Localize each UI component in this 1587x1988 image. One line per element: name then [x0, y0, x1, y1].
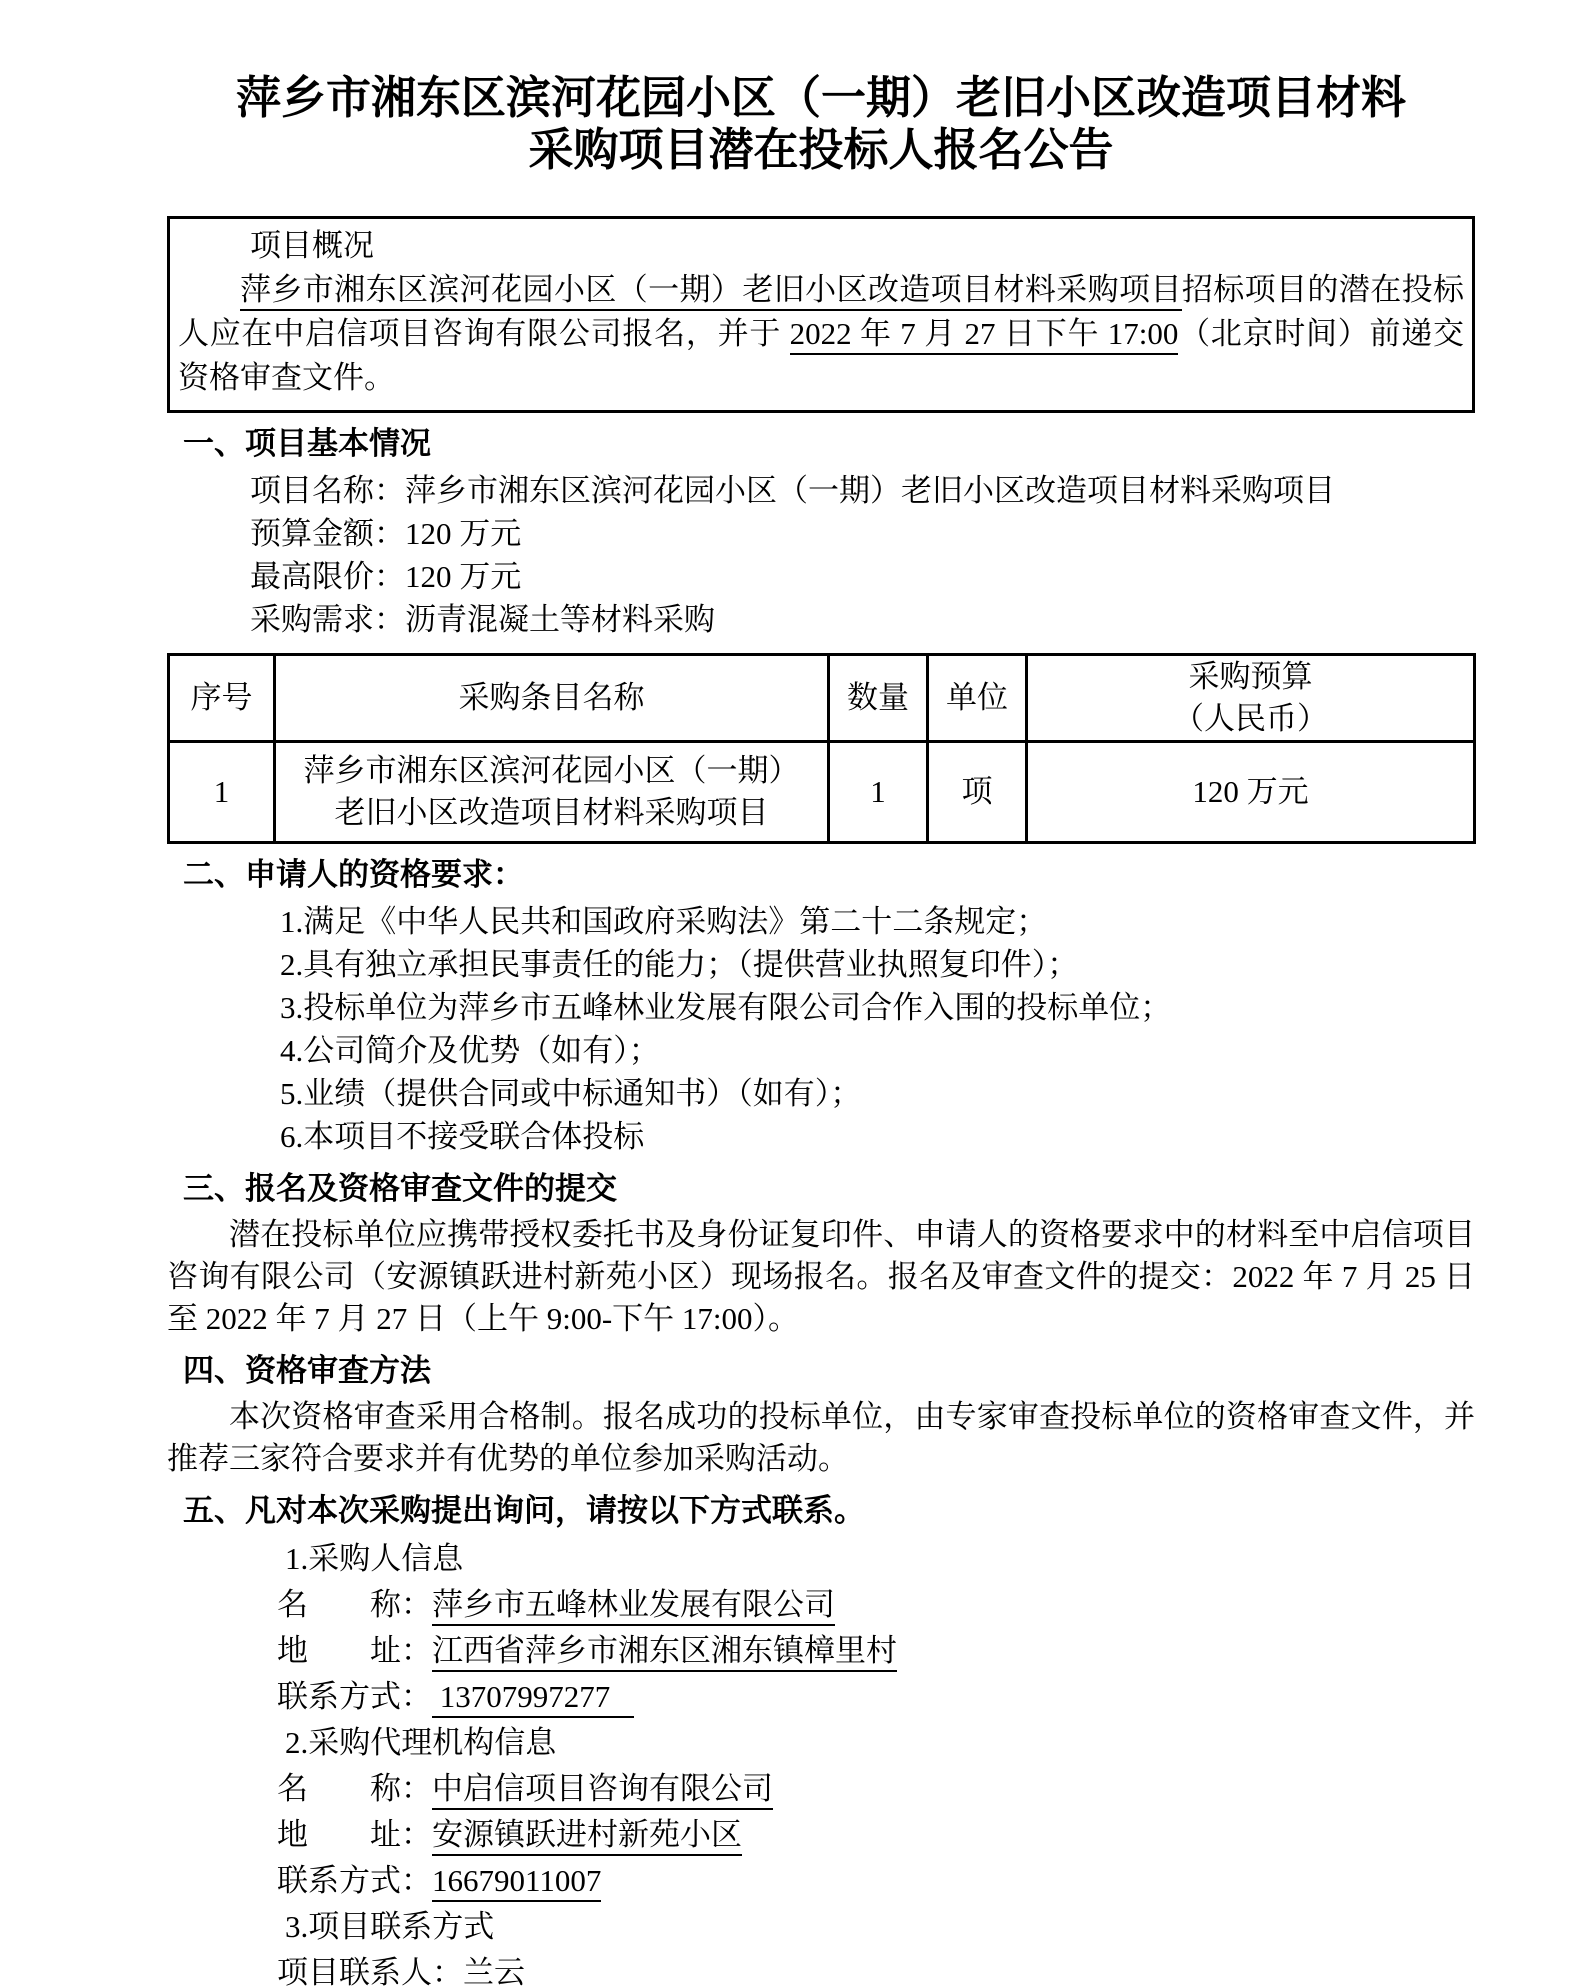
- cell-budget: 120 万元: [1027, 742, 1475, 843]
- max-price-line: 最高限价：120 万元: [250, 559, 522, 594]
- cell-item-name: [275, 742, 829, 843]
- col-header-budget-line2: （人民币）: [1173, 701, 1328, 736]
- cell-item-name-line2: 老旧小区改造项目材料采购项目: [334, 795, 769, 830]
- project-name-line: 项目名称：萍乡市湘东区滨河花园小区（一期）老旧小区改造项目材料采购项目: [250, 473, 1335, 508]
- buyer-phone-line: [167, 1674, 1475, 1720]
- qualification-item-3: 3.投标单位为萍乡市五峰林业发展有限公司合作入围的投标单位；: [280, 990, 1172, 1025]
- buyer-phone-label: 联系方式：: [277, 1679, 432, 1714]
- table-row: [169, 742, 1475, 843]
- agent-phone-value: 16679011007: [432, 1863, 601, 1902]
- overview-paragraph: [178, 268, 1464, 400]
- cell-unit: 项: [928, 742, 1027, 843]
- qualification-item-6: 6.本项目不接受联合体投标: [280, 1119, 645, 1154]
- section-1-heading: 一、项目基本情况: [183, 426, 431, 461]
- overview-project-name: 萍乡市湘东区滨河花园小区（一期）老旧小区改造项目材料采购项目: [240, 272, 1182, 311]
- overview-deadline: 2022 年 7 月 27 日下午 17:00: [790, 316, 1179, 355]
- review-method-paragraph: 本次资格审查采用合格制。报名成功的投标单位，由专家审查投标单位的资格审查文件，并推荐三家符合要求并有优势的单位参加采购活动。: [167, 1399, 1475, 1476]
- overview-heading: 项目概况: [250, 228, 374, 263]
- agent-name-line: [167, 1766, 1475, 1812]
- section-2-heading: 二、申请人的资格要求：: [183, 857, 524, 892]
- agent-name-label: 名 称：: [277, 1771, 432, 1806]
- budget-amount-line: 预算金额：120 万元: [250, 516, 522, 551]
- project-contact-value: 兰云: [463, 1955, 525, 1988]
- table-header-row: [169, 655, 1475, 742]
- cell-quantity: 1: [829, 742, 928, 843]
- buyer-address-value: 江西省萍乡市湘东区湘东镇樟里村: [432, 1633, 897, 1672]
- document-title-line2: 采购项目潜在投标人报名公告: [528, 125, 1114, 175]
- registration-paragraph: 潜在投标单位应携带授权委托书及身份证复印件、申请人的资格要求中的材料至中启信项目咨询有限公司（安源镇跃进村新苑小区）现场报名。报名及审查文件的提交：2022 年 7 月 25 日至 2022 年 7 月 27 日（上午 9:00-下午 17:00）。: [167, 1217, 1475, 1336]
- buyer-name-value: 萍乡市五峰林业发展有限公司: [432, 1587, 835, 1626]
- col-header-serial: 序号: [169, 655, 275, 742]
- col-header-item-name: 采购条目名称: [275, 655, 829, 742]
- qualification-item-4: 4.公司简介及优势（如有）；: [280, 1033, 660, 1068]
- overview-text-end: （北京时间）前递交资格审查文件。: [178, 316, 1464, 395]
- buyer-info-subheading: 1.采购人信息: [285, 1541, 464, 1576]
- project-overview-box: [167, 216, 1475, 413]
- procurement-demand-line: 采购需求：沥青混凝土等材料采购: [250, 602, 715, 637]
- agent-phone-label: 联系方式：: [277, 1863, 432, 1898]
- agent-address-label: 地 址：: [277, 1817, 432, 1852]
- buyer-address-line: [167, 1628, 1475, 1674]
- agent-name-value: 中启信项目咨询有限公司: [432, 1771, 773, 1810]
- procurement-items-table: [167, 653, 1476, 844]
- project-contact-line: [167, 1950, 1475, 1988]
- buyer-phone-value: 13707997277: [432, 1679, 634, 1718]
- buyer-name-line: [167, 1582, 1475, 1628]
- overview-text-mid: 招标项目的潜在投标人应在中启信项目咨询有限公司报名，并于: [178, 272, 1465, 351]
- agent-address-line: [167, 1812, 1475, 1858]
- col-header-budget: [1027, 655, 1475, 742]
- col-header-budget-line1: 采购预算: [1188, 659, 1313, 694]
- buyer-address-label: 地 址：: [277, 1633, 432, 1668]
- section-4-heading: 四、资格审查方法: [183, 1353, 431, 1388]
- qualification-item-5: 5.业绩（提供合同或中标通知书）（如有）；: [280, 1076, 862, 1111]
- col-header-unit: 单位: [928, 655, 1027, 742]
- cell-item-name-line1: 萍乡市湘东区滨河花园小区（一期）: [303, 753, 800, 788]
- section-3-heading: 三、报名及资格审查文件的提交: [183, 1171, 617, 1206]
- document-title-line1: 萍乡市湘东区滨河花园小区（一期）老旧小区改造项目材料: [235, 73, 1406, 123]
- cell-serial: 1: [169, 742, 275, 843]
- section-5-heading: 五、凡对本次采购提出询问，请按以下方式联系。: [183, 1493, 865, 1528]
- agent-phone-line: [167, 1858, 1475, 1904]
- col-header-quantity: 数量: [829, 655, 928, 742]
- qualification-item-1: 1.满足《中华人民共和国政府采购法》第二十二条规定；: [280, 904, 1048, 939]
- project-contact-subheading: 3.项目联系方式: [285, 1909, 495, 1944]
- document-title: [167, 0, 1475, 176]
- agent-address-value: 安源镇跃进村新苑小区: [432, 1817, 742, 1856]
- project-contact-label: 项目联系人：: [277, 1955, 463, 1988]
- qualification-item-2: 2.具有独立承担民事责任的能力；（提供营业执照复印件）；: [280, 947, 1079, 982]
- agent-info-subheading: 2.采购代理机构信息: [285, 1725, 557, 1760]
- buyer-name-label: 名 称：: [277, 1587, 432, 1622]
